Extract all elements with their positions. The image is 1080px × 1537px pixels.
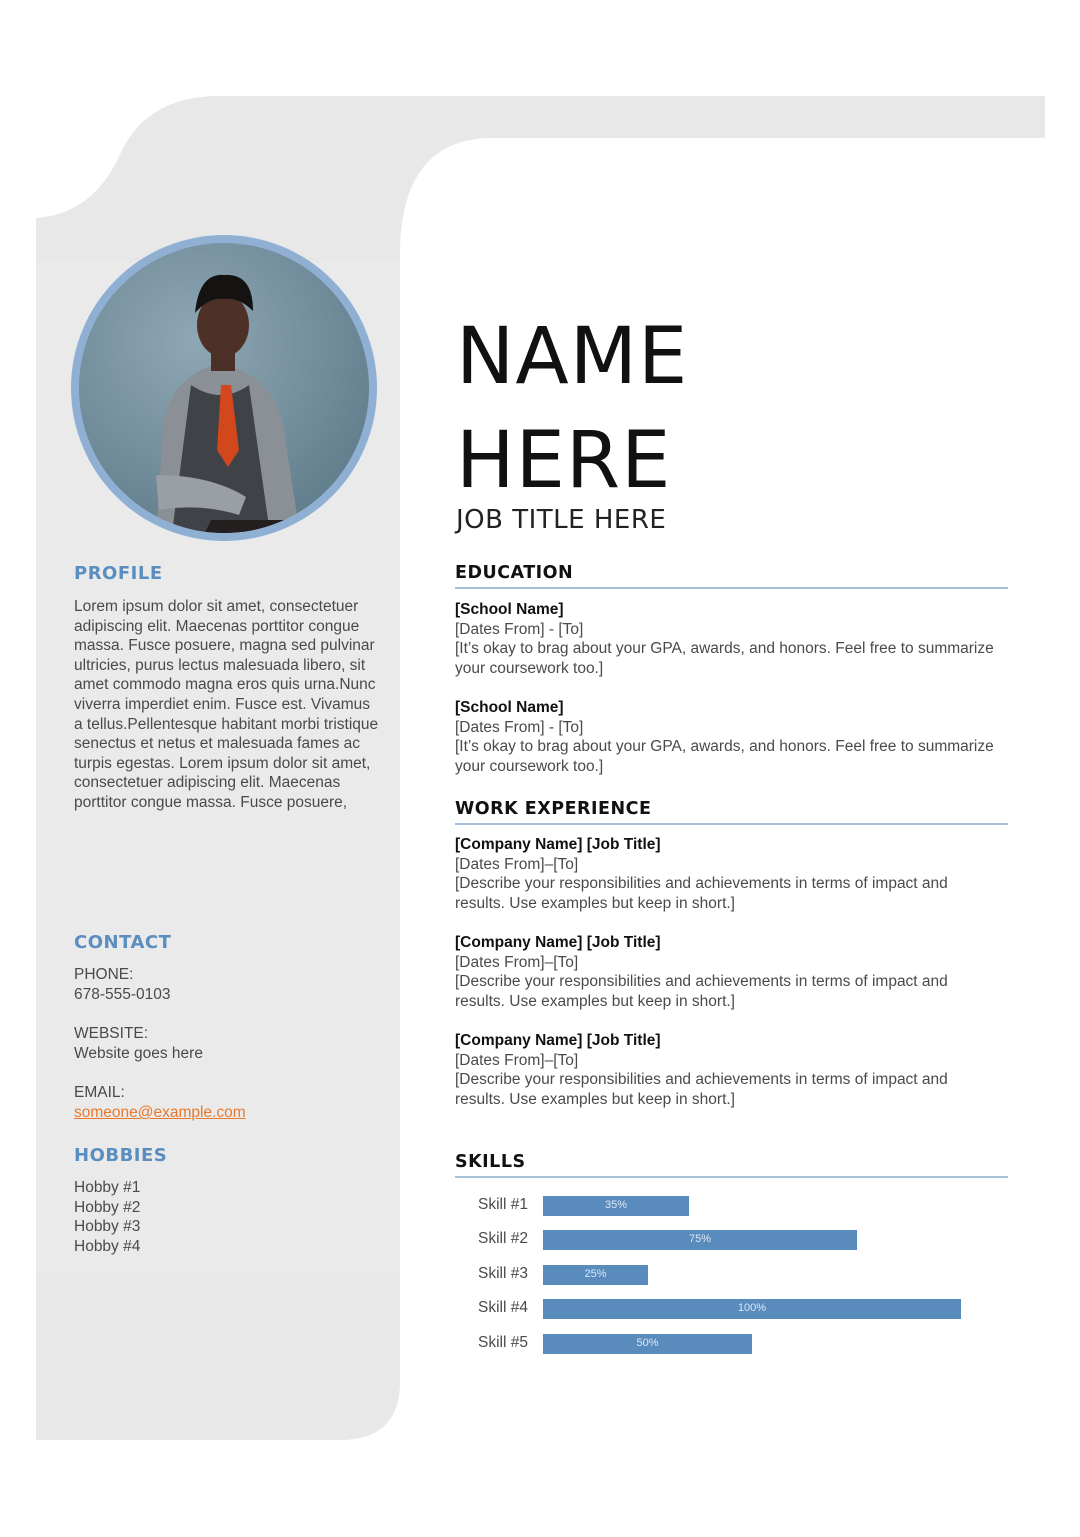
profile-photo [71,235,377,541]
skill-track [543,1265,961,1285]
candidate-name [456,305,688,513]
work-entry [455,933,995,1011]
education-description: [It’s okay to brag about your GPA, awards, and honors. Feel free to summarize your coursework too.] [455,738,994,775]
skills-heading: SKILLS [455,1152,1008,1178]
skill-row [450,1229,1010,1251]
contact-heading: CONTACT [74,932,172,953]
education-entry [455,698,995,776]
skill-percent: 35% [604,1199,628,1211]
skill-label: Skill #2 [478,1230,528,1247]
skill-label: Skill #3 [478,1265,528,1282]
skill-label: Skill #5 [478,1334,528,1351]
skill-bar [543,1334,752,1354]
email-link[interactable]: someone@example.com [74,1103,246,1121]
skill-track [543,1299,961,1319]
skill-bar [543,1230,857,1250]
skill-row [450,1298,1010,1320]
work-dates: [Dates From]–[To] [455,855,579,873]
phone-label: PHONE: [74,966,134,983]
skill-label: Skill #1 [478,1196,528,1213]
work-entry [455,1031,995,1109]
education-dates: [Dates From] - [To] [455,718,584,736]
skill-track [543,1196,961,1216]
skill-bar [543,1299,961,1319]
work-description: [Describe your responsibilities and achievements in terms of impact and results. Use examples but keep in short.] [455,973,948,1010]
hobbies-list [74,1178,379,1256]
company-job-title: [Company Name] [Job Title] [455,934,661,951]
work-description: [Describe your responsibilities and achievements in terms of impact and results. Use examples but keep in short.] [455,875,948,912]
education-description: [It’s okay to brag about your GPA, awards, and honors. Feel free to summarize your coursework too.] [455,640,994,677]
skill-percent: 25% [584,1268,607,1280]
hobbies-heading: HOBBIES [74,1145,168,1166]
name-line-2: HERE [456,416,672,506]
skill-track [543,1334,961,1354]
school-name: [School Name] [455,699,564,716]
school-name: [School Name] [455,601,564,618]
hobby-item: Hobby #2 [74,1198,141,1216]
contact-website [74,1024,379,1063]
education-dates: [Dates From] - [To] [455,620,584,638]
skill-percent: 50% [636,1337,659,1349]
skill-row [450,1264,1010,1286]
work-experience-heading: WORK EXPERIENCE [455,799,1008,825]
company-job-title: [Company Name] [Job Title] [455,1032,661,1049]
skill-row [450,1195,1010,1217]
skill-percent: 100% [737,1302,767,1314]
contact-block [74,965,379,1143]
skill-label: Skill #4 [478,1299,528,1316]
skill-bar [543,1265,648,1285]
website-label: WEBSITE: [74,1025,149,1043]
hobby-item: Hobby #4 [74,1237,141,1255]
work-dates: [Dates From]–[To] [455,953,579,971]
skill-row [450,1333,1010,1355]
skill-percent: 75% [688,1233,712,1245]
work-dates: [Dates From]–[To] [455,1051,579,1069]
work-entry [455,835,995,913]
hobby-item: Hobby #1 [74,1179,141,1196]
profile-heading: PROFILE [74,563,163,584]
skill-track [543,1230,961,1250]
email-label: EMAIL: [74,1084,125,1102]
education-heading: EDUCATION [455,563,1008,589]
profile-text: Lorem ipsum dolor sit amet, consectetuer adipiscing elit. Maecenas porttitor congue massa. Fusce posuere, magna sed pulvinar ultricies, purus lectus malesuada libero, sit amet commodo magna eros quis urna.Nunc viverra imperdiet enim. Fusce est. Vivamus a tellus.Pellentesque habitant morbi tristique senectus et netus et malesuada fames ac turpis egestas. Lorem ipsum dolor sit amet, consectetuer adipiscing elit. Maecenas porttitor congue massa. Fusce posuere, [74,598,379,811]
name-line-1: NAME [456,312,689,402]
education-entry [455,600,995,678]
hobby-item: Hobby #3 [74,1218,141,1236]
contact-phone [74,965,379,1004]
company-job-title: [Company Name] [Job Title] [455,836,661,853]
contact-email [74,1083,379,1122]
website-value: Website goes here [74,1044,203,1062]
skill-bar [543,1196,689,1216]
phone-value: 678-555-0103 [74,985,171,1003]
job-title: JOB TITLE HERE [456,505,667,535]
work-description: [Describe your responsibilities and achievements in terms of impact and results. Use examples but keep in short.] [455,1071,948,1108]
